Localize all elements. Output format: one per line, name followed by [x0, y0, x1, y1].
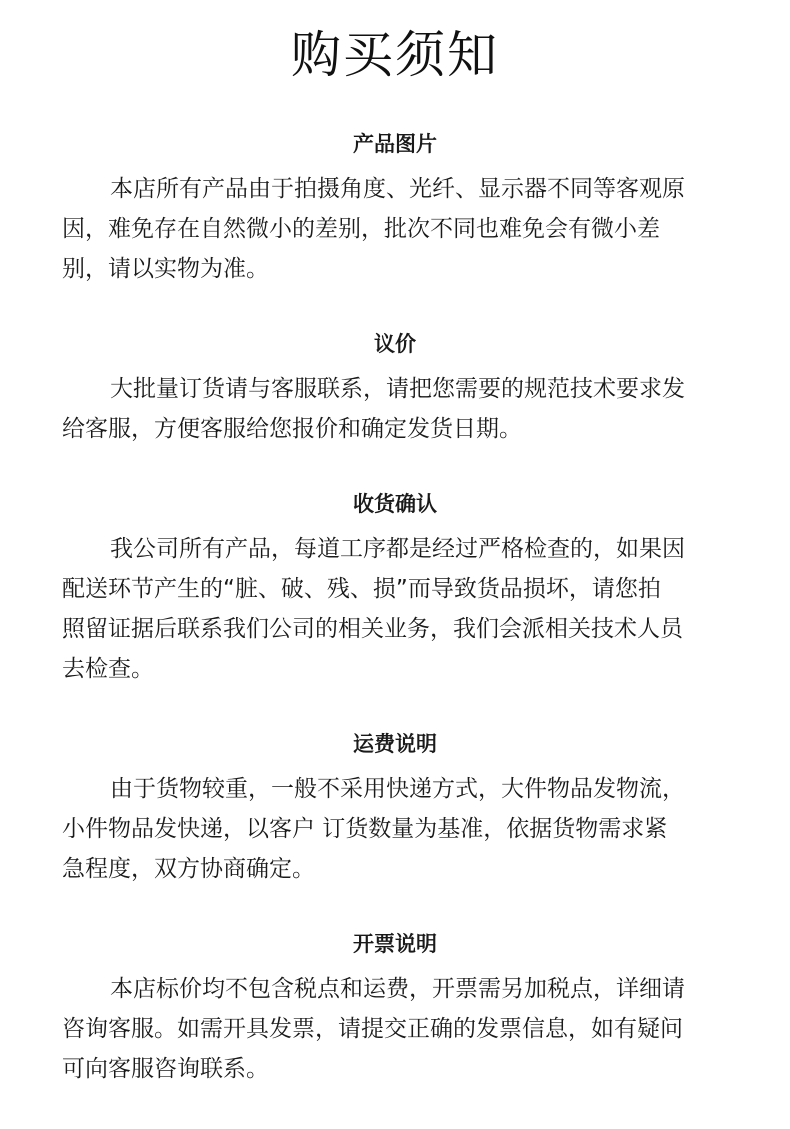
paragraph-line: 可向客服咨询联系。 [62, 1056, 269, 1082]
paragraph-line: 小件物品发快递，以客户 订货数量为基准，依据货物需求紧 [62, 816, 668, 842]
paragraph-line: 别，请以实物为准。 [62, 256, 269, 282]
section-heading: 开票说明 [353, 932, 437, 956]
section-heading: 议价 [374, 332, 416, 356]
paragraph-line: 照留证据后联系我们公司的相关业务，我们会派相关技术人员 [62, 616, 683, 642]
section-shipping-info [0, 729, 790, 889]
section-heading: 产品图片 [353, 132, 437, 156]
section-price-negotiation [0, 329, 790, 449]
section-heading: 运费说明 [353, 732, 437, 756]
paragraph-line: 本店所有产品由于拍摄角度、光纤、显示器不同等客观原 [110, 176, 685, 202]
paragraph-line: 因，难免存在自然微小的差别，批次不同也难免会有微小差 [62, 216, 660, 242]
section-paragraph [0, 769, 790, 889]
paragraph-line: 大批量订货请与客服联系，请把您需要的规范技术要求发 [110, 376, 685, 402]
section-paragraph [0, 969, 790, 1089]
paragraph-line: 急程度，双方协商确定。 [62, 856, 315, 882]
section-invoice-info [0, 929, 790, 1089]
page-title: 购买须知 [291, 26, 499, 84]
paragraph-line: 去检查。 [62, 656, 154, 682]
paragraph-line: 配送环节产生的“脏、破、残、损”而导致货品损坏，请您拍 [62, 576, 661, 602]
paragraph-line: 我公司所有产品，每道工序都是经过严格检查的，如果因 [110, 536, 685, 562]
section-paragraph [0, 169, 790, 289]
paragraph-line: 给客服，方便客服给您报价和确定发货日期。 [62, 416, 522, 442]
paragraph-line: 由于货物较重，一般不采用快递方式，大件物品发物流， [110, 776, 685, 802]
paragraph-line: 本店标价均不包含税点和运费，开票需另加税点，详细请 [110, 976, 685, 1002]
section-paragraph [0, 529, 790, 689]
section-paragraph [0, 369, 790, 449]
section-receipt-confirmation [0, 489, 790, 689]
section-product-images [0, 129, 790, 289]
paragraph-line: 咨询客服。如需开具发票，请提交正确的发票信息，如有疑问 [62, 1016, 683, 1042]
section-heading: 收货确认 [353, 492, 437, 516]
